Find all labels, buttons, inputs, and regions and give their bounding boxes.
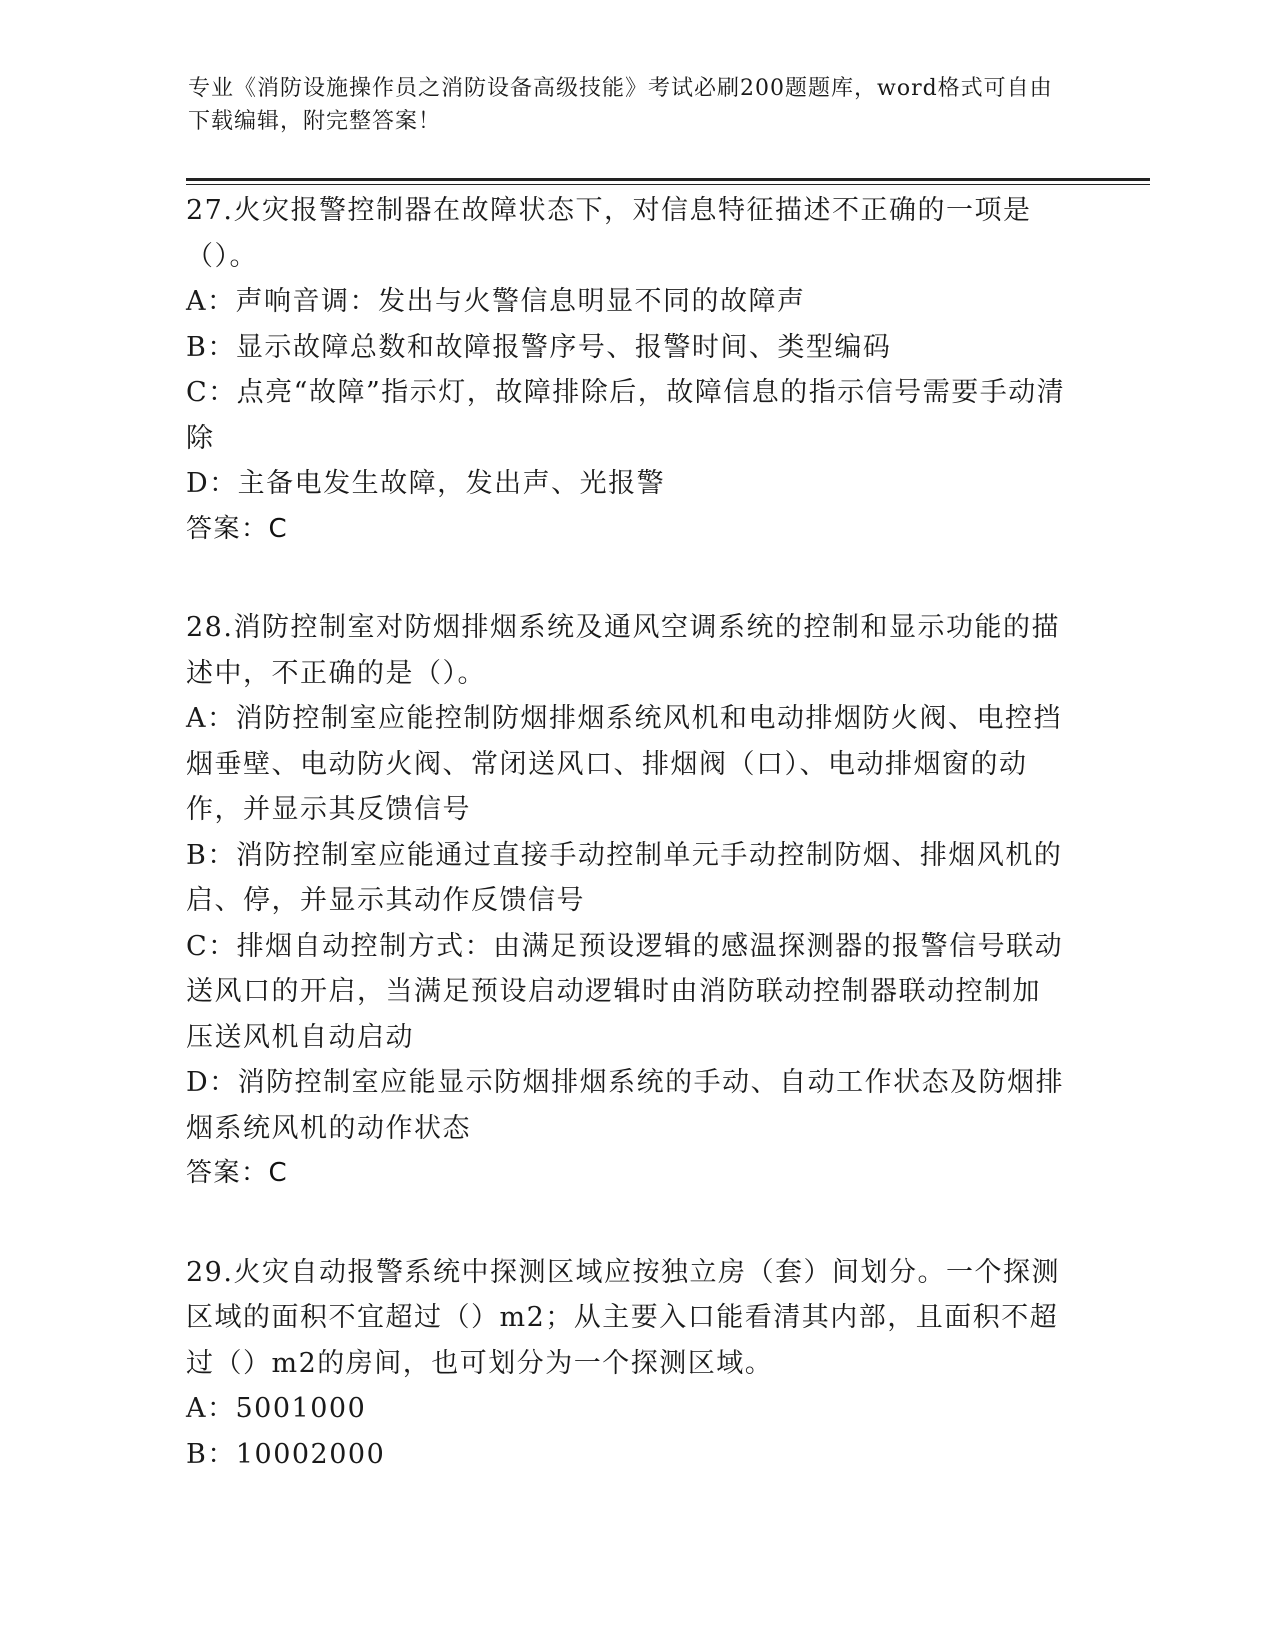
question-stem: 27.火灾报警控制器在故障状态下，对信息特征描述不正确的一项是（）。 — [186, 195, 1032, 272]
question-stem: 29.火灾自动报警系统中探测区域应按独立房（套）间划分。一个探测区域的面积不宜超过（）m2；从主要入口能看清其内部，且面积不超过（）m2的房间，也可划分为一个探测区域。 — [186, 1256, 1060, 1379]
question-stem: 28.消防控制室对防烟排烟系统及通风空调系统的控制和显示功能的描述中，不正确的是（）。 — [186, 612, 1060, 689]
question-list — [186, 188, 1066, 1530]
header-divider-thick — [186, 178, 1150, 181]
option-b: B：10002000 — [186, 1438, 386, 1470]
option-a: A：声响音调：发出与火警信息明显不同的故障声 — [186, 286, 806, 317]
option-d: D：消防控制室应能显示防烟排烟系统的手动、自动工作状态及防烟排烟系统风机的动作状态 — [186, 1067, 1065, 1144]
option-c: C：排烟自动控制方式：由满足预设逻辑的感温探测器的报警信号联动送风口的开启，当满足预设启动逻辑时由消防联动控制器联动控制加压送风机自动启动 — [186, 930, 1064, 1053]
answer: 答案：C — [186, 513, 289, 544]
header-divider-thin — [186, 184, 1150, 185]
option-b: B：消防控制室应能通过直接手动控制单元手动控制防烟、排烟风机的启、停，并显示其动作反馈信号 — [186, 839, 1063, 916]
option-c: C：点亮“故障”指示灯，故障排除后，故障信息的指示信号需要手动清除 — [186, 377, 1066, 454]
option-a: A：消防控制室应能控制防烟排烟系统风机和电动排烟防火阀、电控挡烟垂壁、电动防火阀、常闭送风口、排烟阀（口）、电动排烟窗的动作，并显示其反馈信号 — [186, 703, 1062, 825]
question-27 — [186, 188, 1066, 552]
option-b: B：显示故障总数和故障报警序号、报警时间、类型编码 — [186, 331, 892, 363]
question-29 — [186, 1250, 1066, 1478]
option-a: A：5001000 — [186, 1393, 367, 1424]
option-d: D：主备电发生故障，发出声、光报警 — [186, 468, 666, 499]
answer: 答案：C — [186, 1158, 289, 1188]
question-28 — [186, 605, 1066, 1197]
header-text: 专业《消防设施操作员之消防设备高级技能》考试必刷200题题库，word格式可自由下载编辑，附完整答案！ — [188, 76, 1053, 134]
document-header — [188, 72, 1068, 138]
